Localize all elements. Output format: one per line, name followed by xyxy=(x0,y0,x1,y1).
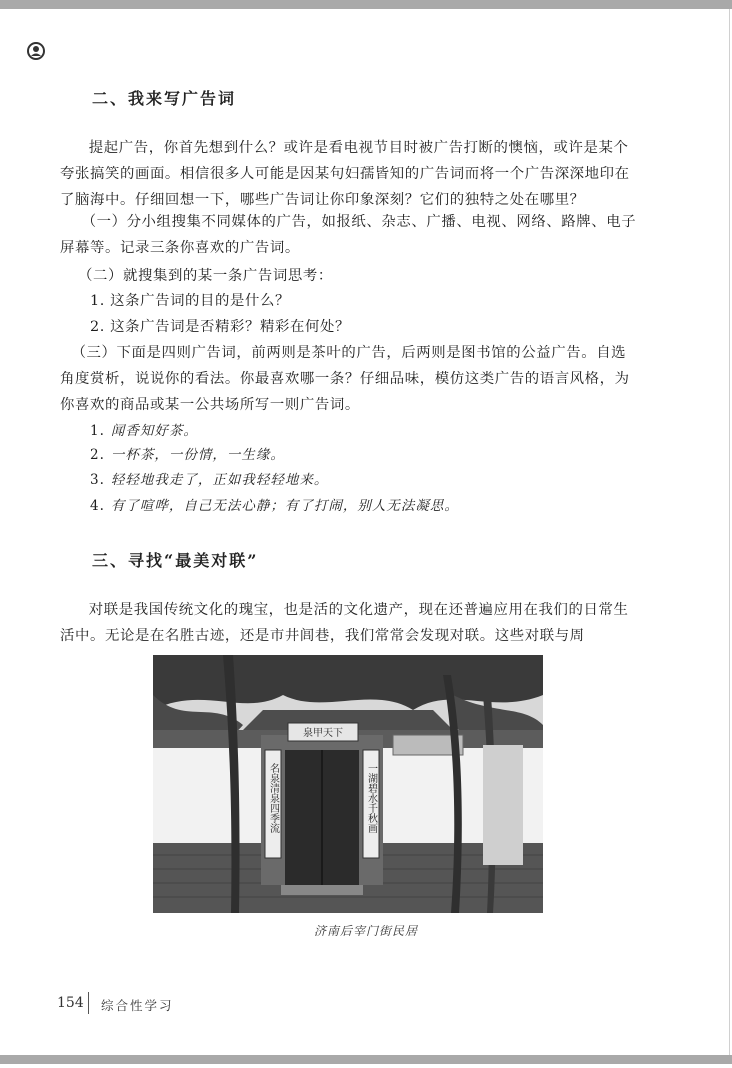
page-number: 154 xyxy=(57,995,84,1011)
task-two-paragraph: （二）就搜集到的某一条广告词思考： xyxy=(78,268,333,284)
question-item: 1. 这条广告词的目的是什么？ xyxy=(90,293,290,309)
task-three-paragraph: （三）下面是四则广告词，前两则是茶叶的广告，后两则是图书馆的公益广告。自选角度赏析，说说你的看法。你最喜欢哪一条？仔细品味，模仿这类广告的语言风格，为你喜欢的商品或某一公共场所写一则广告词。 xyxy=(60,345,630,413)
footer-divider xyxy=(88,992,89,1014)
ad-slogan-item: 4. 有了喧哗，自己无法心静；有了打闹，别人无法凝思。 xyxy=(90,498,459,514)
ad-slogan-item: 2. 一杯茶，一份情，一生缘。 xyxy=(90,447,285,463)
footer-section-label: 综合性学习 xyxy=(101,998,174,1013)
intro-paragraph: 提起广告，你首先想到什么？或许是看电视节目时被广告打断的懊恼，或许是某个夸张搞笑的画面。相信很多人可能是因某句妇孺皆知的广告词而将一个广告深深地印在了脑海中。仔细回想一下，哪些广告词让你印象深刻？它们的独特之处在哪里？ xyxy=(60,140,630,208)
couplet-intro-paragraph: 对联是我国传统文化的瑰宝，也是活的文化遗产，现在还普遍应用在我们的日常生活中。无论是在名胜古迹，还是市井闾巷，我们常常会发现对联。这些对联与周 xyxy=(60,602,629,644)
section-heading-couplets: 三、寻找“最美对联” xyxy=(92,551,259,570)
publisher-logo-icon xyxy=(27,42,45,60)
couplet-left: 名泉清泉四季流 xyxy=(267,763,279,833)
task-one-paragraph: （一）分小组搜集不同媒体的广告，如报纸、杂志、广播、电视、网络、路牌、电子屏幕等。记录三条你喜欢的广告词。 xyxy=(60,214,637,256)
question-item: 2. 这条广告词是否精彩？精彩在何处？ xyxy=(90,319,350,335)
ad-slogan-item: 1. 闻香知好茶。 xyxy=(90,423,198,439)
gate-plaque: 泉甲天下 xyxy=(303,728,343,739)
ad-slogan-item: 3. 轻轻地我走了，正如我轻轻地来。 xyxy=(90,472,329,488)
couplet-right: 一湖碧水千秋画 xyxy=(365,763,377,833)
right-border xyxy=(729,9,730,1055)
residence-photo xyxy=(153,655,543,913)
photo-caption: 济南后宰门街民居 xyxy=(313,924,418,938)
bottom-border xyxy=(0,1055,732,1064)
section-heading-ad-slogans: 二、我来写广告词 xyxy=(92,89,237,108)
top-border xyxy=(0,0,732,9)
